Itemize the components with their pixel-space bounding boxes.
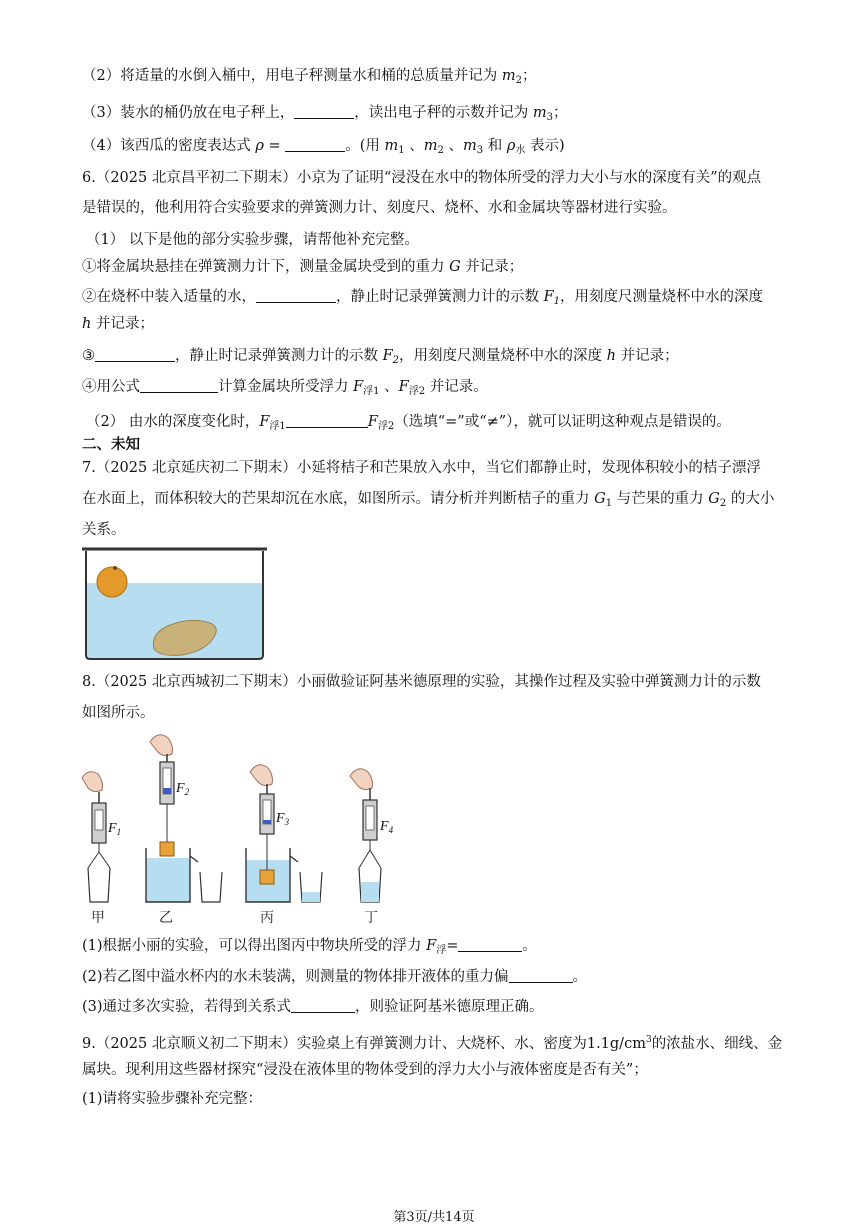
q6-step-2: ②在烧杯中装入适量的水， ，静止时记录弹簧测力计的示数 $F_1$，用刻度尺测量烧杯中水的深度 [82,289,764,307]
hand-icon [250,765,273,786]
block [260,870,274,884]
q9-line-1: 9.（2025 北京顺义初二下期末）实验桌上有弹簧测力计、大烧杯、水、密度为$1.1g/cm^3$的浓盐水、细线、金 [82,1035,783,1052]
small-beaker [200,872,222,902]
q6-line-1: 6.（2025 北京昌平初二下期末）小京为了证明“浸没在水中的物体所受的浮力大小与水的深度有关”的观点 [82,170,762,186]
section-heading: 二、未知 [82,437,140,453]
q7-line-2: 在水面上，而体积较大的芒果却沉在水底，如图所示。请分析并判断桔子的重力 $G_1$ 与芒果的重力 $G_2$ 的大小 [82,491,775,509]
q9-line-3: (1)请将实验步骤补充完整： [82,1091,263,1107]
orange-fruit [97,567,127,597]
force-label: $F_4$ [380,819,394,835]
hand-icon [150,735,173,756]
q6-step-1: ①将金属块悬挂在弹簧测力计下，测量金属块受到的重力 G 并记录； [82,259,524,275]
q6-step-2-cont: h 并记录； [82,316,154,332]
q8-line-1: 8.（2025 北京西城初二下期末）小丽做验证阿基米德原理的实验，其操作过程及实验中弹簧测力计的示数 [82,674,761,690]
setup-yi [146,735,222,902]
caption-bing: 丙 [260,910,274,926]
q7-line-1: 7.（2025 北京延庆初二下期末）小延将桔子和芒果放入水中，当它们都静止时，发现体积较小的桔子漂浮 [82,460,761,476]
caption-ding: 丁 [364,910,378,926]
text-line: （4）该西瓜的密度表达式 ρ = 。(用 $m_1$ 、$m_2$ 、$m_3$ 和 $\rho_水$ 表示) [82,138,565,156]
force-label: $F_2$ [176,781,190,797]
q6-step-3: ③ ，静止时记录弹簧测力计的示数 $F_2$，用刻度尺测量烧杯中水的深度 h 并记录； [82,348,679,366]
hand-icon [82,772,103,792]
q8-line-2: 如图所示。 [82,705,155,721]
caption-yi: 乙 [159,910,173,926]
orange-stem [113,566,117,570]
q9-line-2: 属块。现利用这些器材探究“浸没在液体里的物体受到的浮力大小与液体密度是否有关”； [82,1062,648,1078]
answer-blank[interactable] [256,288,336,303]
setup-bing [246,765,322,902]
fruit-tank-figure [82,545,267,665]
archimedes-figure [78,730,408,905]
q8-part-3: (3)通过多次实验，若得到关系式 ，则验证阿基米德原理正确。 [82,999,544,1015]
answer-blank[interactable] [509,968,573,983]
force-label: $F_3$ [276,811,290,827]
q6-line-3: （1） 以下是他的部分实验步骤，请帮他补充完整。 [86,232,419,248]
answer-blank[interactable] [286,413,368,428]
force-label: $F_1$ [108,821,122,837]
water [146,858,190,902]
answer-blank[interactable] [458,937,522,952]
setup-ding [350,769,394,902]
text-line: （3）装水的桶仍放在电子秤上， ，读出电子秤的示数并记为 $m_3$； [82,105,568,123]
q6-step-4: ④用公式 计算金属块所受浮力 $F_{浮1}$ 、$F_{浮2}$ 并记录。 [82,379,488,397]
q8-part-1: (1)根据小丽的实验，可以得出图丙中物块所受的浮力 $F_浮=$ 。 [82,938,537,956]
caption-jia: 甲 [91,910,105,926]
answer-blank[interactable] [95,347,175,362]
hand-icon [350,769,373,790]
block [160,842,174,856]
text-line: （2）将适量的水倒入桶中，用电子秤测量水和桶的总质量并记为 $m_2$； [82,68,537,86]
answer-blank[interactable] [140,378,218,393]
q7-line-3: 关系。 [82,522,126,538]
answer-blank[interactable] [291,998,355,1013]
page-footer: 第3页/共14页 [393,1210,475,1225]
answer-blank[interactable] [294,104,354,119]
answer-blank[interactable] [285,137,345,152]
setup-jia [82,772,121,902]
q6-line-2: 是错误的，他利用符合实验要求的弹簧测力计、刻度尺、烧杯、水和金属块等器材进行实验。 [82,200,677,216]
q6-part-2: （2） 由水的深度变化时，$F_{浮1}$ $F_{浮2}$（选填“=”或“≠”），就可以证明这种观点是错误的。 [86,414,731,432]
q8-part-2: (2)若乙图中溢水杯内的水未装满，则测量的物体排开液体的重力偏 。 [82,969,588,985]
